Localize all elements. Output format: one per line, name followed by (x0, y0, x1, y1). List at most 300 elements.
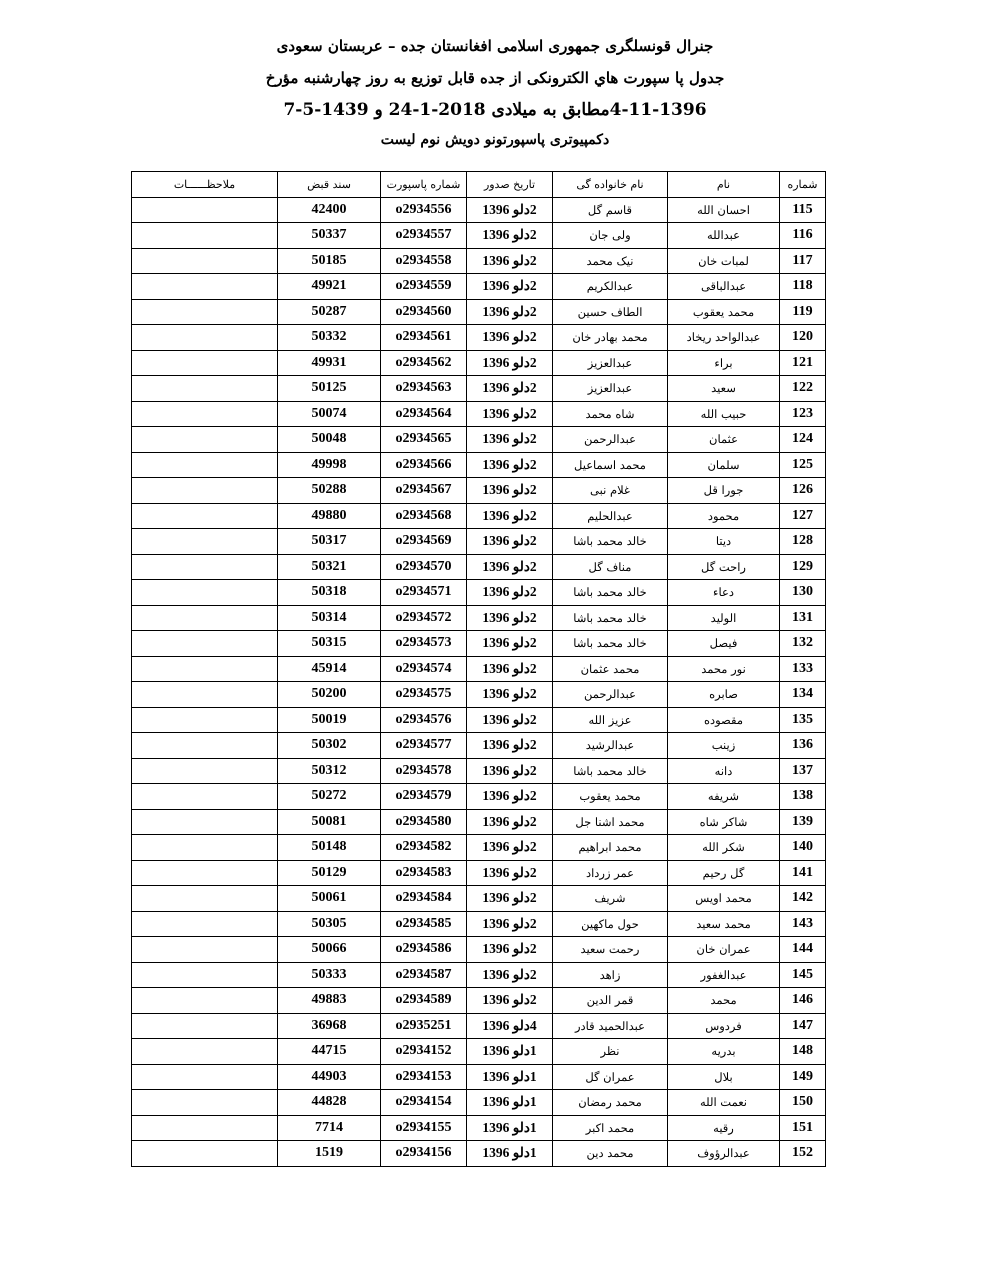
cell-number: 133 (780, 656, 826, 682)
cell-name: براء (668, 350, 780, 376)
cell-issue-date: 2دلو 1396 (467, 784, 553, 810)
cell-passport-number: o2934582 (381, 835, 467, 861)
column-header-receipt: سند قبض (278, 172, 381, 198)
cell-receipt: 45914 (278, 656, 381, 682)
cell-passport-number: o2934565 (381, 427, 467, 453)
table-row (132, 401, 826, 427)
cell-notes (132, 248, 278, 274)
cell-passport-number: o2934584 (381, 886, 467, 912)
cell-issue-date: 2دلو 1396 (467, 682, 553, 708)
cell-family-name: عزيز الله (553, 707, 668, 733)
cell-name: محمود (668, 503, 780, 529)
table-row (132, 707, 826, 733)
column-header-notes: ملاحظــــــات (132, 172, 278, 198)
cell-name: لمبات خان (668, 248, 780, 274)
cell-notes (132, 503, 278, 529)
column-header-issue-date: تاریخ صدور (467, 172, 553, 198)
table-row (132, 350, 826, 376)
table-row (132, 197, 826, 223)
cell-name: محمد سعيد (668, 911, 780, 937)
cell-number: 144 (780, 937, 826, 963)
cell-passport-number: o2934152 (381, 1039, 467, 1065)
cell-issue-date: 2دلو 1396 (467, 248, 553, 274)
table-row (132, 1141, 826, 1167)
cell-notes (132, 809, 278, 835)
cell-issue-date: 2دلو 1396 (467, 325, 553, 351)
cell-passport-number: o2934585 (381, 911, 467, 937)
cell-passport-number: o2934580 (381, 809, 467, 835)
table-row (132, 886, 826, 912)
cell-receipt: 50321 (278, 554, 381, 580)
cell-passport-number: o2934559 (381, 274, 467, 300)
cell-receipt: 50185 (278, 248, 381, 274)
cell-receipt: 50314 (278, 605, 381, 631)
cell-name: راحت گل (668, 554, 780, 580)
cell-passport-number: o2934566 (381, 452, 467, 478)
cell-name: جورا قل (668, 478, 780, 504)
table-row (132, 682, 826, 708)
cell-passport-number: o2934557 (381, 223, 467, 249)
cell-number: 150 (780, 1090, 826, 1116)
cell-passport-number: o2934568 (381, 503, 467, 529)
cell-notes (132, 835, 278, 861)
cell-family-name: الطاف حسين (553, 299, 668, 325)
cell-notes (132, 529, 278, 555)
cell-family-name: محمد اكبر (553, 1115, 668, 1141)
cell-notes (132, 478, 278, 504)
table-row (132, 937, 826, 963)
cell-issue-date: 1دلو 1396 (467, 1115, 553, 1141)
cell-number: 120 (780, 325, 826, 351)
cell-receipt: 36968 (278, 1013, 381, 1039)
cell-passport-number: o2934570 (381, 554, 467, 580)
cell-family-name: نیک محمد (553, 248, 668, 274)
cell-notes (132, 682, 278, 708)
cell-family-name: محمد بهادر خان (553, 325, 668, 351)
cell-name: عبدالواحد ريخاد (668, 325, 780, 351)
cell-number: 137 (780, 758, 826, 784)
cell-notes (132, 656, 278, 682)
cell-family-name: عبدالحميد قادر (553, 1013, 668, 1039)
passport-table (131, 171, 826, 1167)
cell-family-name: رحمت سعيد (553, 937, 668, 963)
table-row (132, 631, 826, 657)
header-dates: 4-11-1396مطابق به میلادی 2018-1-24 و 1439-5-7 (283, 100, 707, 120)
table-row (132, 988, 826, 1014)
header-table-description: جدول پا سپورت هاي الكترونكی از جده قابل توزيع به روز چهارشنبه مؤرخ (265, 69, 725, 87)
cell-family-name: محمد يعقوب (553, 784, 668, 810)
cell-notes (132, 707, 278, 733)
cell-receipt: 50287 (278, 299, 381, 325)
cell-family-name: عبدالعزيز (553, 350, 668, 376)
cell-number: 121 (780, 350, 826, 376)
cell-notes (132, 325, 278, 351)
cell-receipt: 50318 (278, 580, 381, 606)
cell-family-name: قاسم گل (553, 197, 668, 223)
cell-passport-number: o2934564 (381, 401, 467, 427)
cell-notes (132, 988, 278, 1014)
cell-receipt: 50129 (278, 860, 381, 886)
cell-passport-number: o2935251 (381, 1013, 467, 1039)
table-row (132, 529, 826, 555)
cell-family-name: عبدالحليم (553, 503, 668, 529)
cell-name: نعمت الله (668, 1090, 780, 1116)
cell-number: 116 (780, 223, 826, 249)
cell-name: ديتا (668, 529, 780, 555)
cell-passport-number: o2934561 (381, 325, 467, 351)
cell-receipt: 50066 (278, 937, 381, 963)
cell-family-name: عمر زرداد (553, 860, 668, 886)
table-row (132, 376, 826, 402)
cell-family-name: غلام نبی (553, 478, 668, 504)
cell-receipt: 50074 (278, 401, 381, 427)
cell-name: شريفه (668, 784, 780, 810)
cell-passport-number: o2934576 (381, 707, 467, 733)
cell-receipt: 50148 (278, 835, 381, 861)
cell-notes (132, 350, 278, 376)
table-row (132, 1013, 826, 1039)
table-row (132, 274, 826, 300)
table-row (132, 1090, 826, 1116)
cell-issue-date: 2دلو 1396 (467, 529, 553, 555)
cell-family-name: خالد محمد باشا (553, 580, 668, 606)
cell-family-name: شريف (553, 886, 668, 912)
cell-family-name: عبدالرحمن (553, 427, 668, 453)
cell-receipt: 50048 (278, 427, 381, 453)
cell-notes (132, 1013, 278, 1039)
column-header-number: شماره (780, 172, 826, 198)
table-row (132, 580, 826, 606)
cell-number: 145 (780, 962, 826, 988)
cell-receipt: 44903 (278, 1064, 381, 1090)
cell-notes (132, 554, 278, 580)
cell-name: محمد يعقوب (668, 299, 780, 325)
cell-number: 115 (780, 197, 826, 223)
cell-family-name: مناف گل (553, 554, 668, 580)
cell-notes (132, 962, 278, 988)
table-row (132, 1039, 826, 1065)
table-row (132, 452, 826, 478)
cell-passport-number: o2934579 (381, 784, 467, 810)
table-row (132, 911, 826, 937)
cell-name: عبدالباقی (668, 274, 780, 300)
cell-name: گل رحيم (668, 860, 780, 886)
cell-receipt: 49880 (278, 503, 381, 529)
cell-receipt: 50317 (278, 529, 381, 555)
table-row (132, 1115, 826, 1141)
cell-family-name: محمد اسماعیل (553, 452, 668, 478)
cell-notes (132, 605, 278, 631)
cell-name: صابره (668, 682, 780, 708)
cell-passport-number: o2934572 (381, 605, 467, 631)
cell-name: بلال (668, 1064, 780, 1090)
cell-notes (132, 223, 278, 249)
cell-family-name: محمد عثمان (553, 656, 668, 682)
cell-number: 117 (780, 248, 826, 274)
cell-receipt: 49931 (278, 350, 381, 376)
cell-issue-date: 2دلو 1396 (467, 350, 553, 376)
cell-family-name: عبدالکریم (553, 274, 668, 300)
cell-name: دعاء (668, 580, 780, 606)
table-row (132, 962, 826, 988)
cell-name: رقيه (668, 1115, 780, 1141)
cell-issue-date: 2دلو 1396 (467, 631, 553, 657)
cell-number: 123 (780, 401, 826, 427)
cell-number: 132 (780, 631, 826, 657)
cell-name: نور محمد (668, 656, 780, 682)
cell-issue-date: 2دلو 1396 (467, 605, 553, 631)
cell-name: عبدالله (668, 223, 780, 249)
cell-name: سلمان (668, 452, 780, 478)
cell-issue-date: 2دلو 1396 (467, 707, 553, 733)
cell-number: 118 (780, 274, 826, 300)
cell-family-name: ولی جان (553, 223, 668, 249)
cell-receipt: 50288 (278, 478, 381, 504)
cell-issue-date: 2دلو 1396 (467, 758, 553, 784)
cell-notes (132, 886, 278, 912)
table-row (132, 835, 826, 861)
cell-notes (132, 376, 278, 402)
cell-issue-date: 2دلو 1396 (467, 478, 553, 504)
cell-number: 127 (780, 503, 826, 529)
cell-notes (132, 784, 278, 810)
cell-passport-number: o2934556 (381, 197, 467, 223)
cell-receipt: 50081 (278, 809, 381, 835)
cell-number: 149 (780, 1064, 826, 1090)
cell-receipt: 50332 (278, 325, 381, 351)
cell-passport-number: o2934575 (381, 682, 467, 708)
table-row (132, 478, 826, 504)
cell-issue-date: 2دلو 1396 (467, 503, 553, 529)
cell-issue-date: 2دلو 1396 (467, 937, 553, 963)
cell-number: 148 (780, 1039, 826, 1065)
cell-receipt: 50312 (278, 758, 381, 784)
cell-passport-number: o2934577 (381, 733, 467, 759)
cell-passport-number: o2934589 (381, 988, 467, 1014)
cell-name: الوليد (668, 605, 780, 631)
cell-notes (132, 1115, 278, 1141)
cell-issue-date: 1دلو 1396 (467, 1064, 553, 1090)
cell-receipt: 50272 (278, 784, 381, 810)
cell-issue-date: 2دلو 1396 (467, 809, 553, 835)
cell-issue-date: 2دلو 1396 (467, 197, 553, 223)
cell-passport-number: o2934562 (381, 350, 467, 376)
cell-passport-number: o2934587 (381, 962, 467, 988)
cell-family-name: شاه محمد (553, 401, 668, 427)
table-row (132, 503, 826, 529)
document-header (0, 36, 990, 162)
cell-receipt: 1519 (278, 1141, 381, 1167)
cell-name: شاكر شاه (668, 809, 780, 835)
cell-family-name: محمد رمضان (553, 1090, 668, 1116)
table-row (132, 784, 826, 810)
cell-family-name: محمد ابراهيم (553, 835, 668, 861)
cell-notes (132, 1039, 278, 1065)
cell-notes (132, 733, 278, 759)
cell-number: 122 (780, 376, 826, 402)
cell-passport-number: o2934560 (381, 299, 467, 325)
cell-issue-date: 2دلو 1396 (467, 299, 553, 325)
cell-passport-number: o2934574 (381, 656, 467, 682)
cell-notes (132, 401, 278, 427)
cell-family-name: قمر الدين (553, 988, 668, 1014)
cell-name: مقصوده (668, 707, 780, 733)
cell-number: 140 (780, 835, 826, 861)
table-header-row (132, 172, 826, 198)
cell-issue-date: 1دلو 1396 (467, 1039, 553, 1065)
cell-issue-date: 2دلو 1396 (467, 835, 553, 861)
cell-issue-date: 2دلو 1396 (467, 554, 553, 580)
cell-family-name: حول ماكهين (553, 911, 668, 937)
cell-family-name: خالد محمد باشا (553, 758, 668, 784)
cell-issue-date: 1دلو 1396 (467, 1141, 553, 1167)
cell-passport-number: o2934563 (381, 376, 467, 402)
cell-issue-date: 2دلو 1396 (467, 911, 553, 937)
cell-number: 128 (780, 529, 826, 555)
cell-number: 136 (780, 733, 826, 759)
table-row (132, 325, 826, 351)
table-row (132, 427, 826, 453)
cell-issue-date: 2دلو 1396 (467, 401, 553, 427)
cell-name: احسان الله (668, 197, 780, 223)
cell-family-name: نظر (553, 1039, 668, 1065)
cell-receipt: 50125 (278, 376, 381, 402)
cell-family-name: عمران گل (553, 1064, 668, 1090)
column-header-passport-number: شماره پاسپورت (381, 172, 467, 198)
cell-number: 152 (780, 1141, 826, 1167)
cell-receipt: 42400 (278, 197, 381, 223)
cell-number: 134 (780, 682, 826, 708)
cell-receipt: 50061 (278, 886, 381, 912)
cell-name: فردوس (668, 1013, 780, 1039)
cell-issue-date: 4دلو 1396 (467, 1013, 553, 1039)
cell-name: دانه (668, 758, 780, 784)
cell-issue-date: 2دلو 1396 (467, 988, 553, 1014)
cell-name: عبدالغفور (668, 962, 780, 988)
cell-number: 135 (780, 707, 826, 733)
cell-name: محمد اويس (668, 886, 780, 912)
cell-notes (132, 937, 278, 963)
cell-passport-number: o2934156 (381, 1141, 467, 1167)
cell-number: 147 (780, 1013, 826, 1039)
cell-name: شكر الله (668, 835, 780, 861)
table-row (132, 1064, 826, 1090)
cell-name: محمد (668, 988, 780, 1014)
header-consulate-title: جنرال قونسلگری جمهوری اسلامی افغانستان جده – عربستان سعودی (276, 37, 714, 55)
cell-issue-date: 2دلو 1396 (467, 886, 553, 912)
cell-passport-number: o2934569 (381, 529, 467, 555)
cell-passport-number: o2934573 (381, 631, 467, 657)
cell-number: 151 (780, 1115, 826, 1141)
cell-name: بدريه (668, 1039, 780, 1065)
cell-number: 142 (780, 886, 826, 912)
cell-receipt: 50305 (278, 911, 381, 937)
cell-name: عبدالرؤوف (668, 1141, 780, 1167)
table-row (132, 860, 826, 886)
cell-family-name: زاهد (553, 962, 668, 988)
cell-passport-number: o2934567 (381, 478, 467, 504)
cell-family-name: محمد اشنا جل (553, 809, 668, 835)
cell-receipt: 7714 (278, 1115, 381, 1141)
column-header-family-name: نام خانواده گی (553, 172, 668, 198)
cell-receipt: 50019 (278, 707, 381, 733)
cell-notes (132, 1064, 278, 1090)
cell-issue-date: 2دلو 1396 (467, 733, 553, 759)
cell-notes (132, 452, 278, 478)
cell-notes (132, 631, 278, 657)
cell-receipt: 50200 (278, 682, 381, 708)
cell-issue-date: 2دلو 1396 (467, 860, 553, 886)
cell-receipt: 50333 (278, 962, 381, 988)
cell-receipt: 49998 (278, 452, 381, 478)
cell-receipt: 50302 (278, 733, 381, 759)
cell-number: 125 (780, 452, 826, 478)
cell-receipt: 50337 (278, 223, 381, 249)
table-row (132, 554, 826, 580)
cell-receipt: 44828 (278, 1090, 381, 1116)
cell-issue-date: 2دلو 1396 (467, 427, 553, 453)
cell-issue-date: 2دلو 1396 (467, 223, 553, 249)
cell-family-name: خالد محمد باشا (553, 529, 668, 555)
cell-passport-number: o2934583 (381, 860, 467, 886)
cell-notes (132, 299, 278, 325)
cell-number: 129 (780, 554, 826, 580)
cell-passport-number: o2934154 (381, 1090, 467, 1116)
cell-family-name: عبدالعزيز (553, 376, 668, 402)
cell-family-name: محمد دين (553, 1141, 668, 1167)
cell-number: 146 (780, 988, 826, 1014)
cell-number: 130 (780, 580, 826, 606)
cell-notes (132, 580, 278, 606)
cell-issue-date: 2دلو 1396 (467, 376, 553, 402)
cell-name: زينب (668, 733, 780, 759)
cell-receipt: 49921 (278, 274, 381, 300)
cell-passport-number: o2934571 (381, 580, 467, 606)
cell-notes (132, 1090, 278, 1116)
cell-family-name: خالد محمد باشا (553, 631, 668, 657)
cell-number: 143 (780, 911, 826, 937)
cell-notes (132, 274, 278, 300)
cell-name: سعيد (668, 376, 780, 402)
cell-notes (132, 758, 278, 784)
cell-passport-number: o2934578 (381, 758, 467, 784)
cell-family-name: خالد محمد باشا (553, 605, 668, 631)
cell-number: 141 (780, 860, 826, 886)
table-row (132, 656, 826, 682)
header-pashto-subtitle: دکمپیوتری پاسپورتونو دویش نوم لیست (380, 132, 610, 148)
cell-name: عثمان (668, 427, 780, 453)
cell-issue-date: 2دلو 1396 (467, 656, 553, 682)
cell-passport-number: o2934155 (381, 1115, 467, 1141)
cell-family-name: عبدالرشيد (553, 733, 668, 759)
cell-family-name: عبدالرحمن (553, 682, 668, 708)
column-header-name: نام (668, 172, 780, 198)
cell-number: 124 (780, 427, 826, 453)
cell-number: 138 (780, 784, 826, 810)
cell-issue-date: 1دلو 1396 (467, 1090, 553, 1116)
cell-notes (132, 860, 278, 886)
cell-notes (132, 197, 278, 223)
cell-number: 131 (780, 605, 826, 631)
cell-issue-date: 2دلو 1396 (467, 274, 553, 300)
cell-number: 119 (780, 299, 826, 325)
cell-passport-number: o2934586 (381, 937, 467, 963)
cell-notes (132, 911, 278, 937)
cell-passport-number: o2934153 (381, 1064, 467, 1090)
cell-receipt: 50315 (278, 631, 381, 657)
cell-notes (132, 427, 278, 453)
cell-issue-date: 2دلو 1396 (467, 962, 553, 988)
